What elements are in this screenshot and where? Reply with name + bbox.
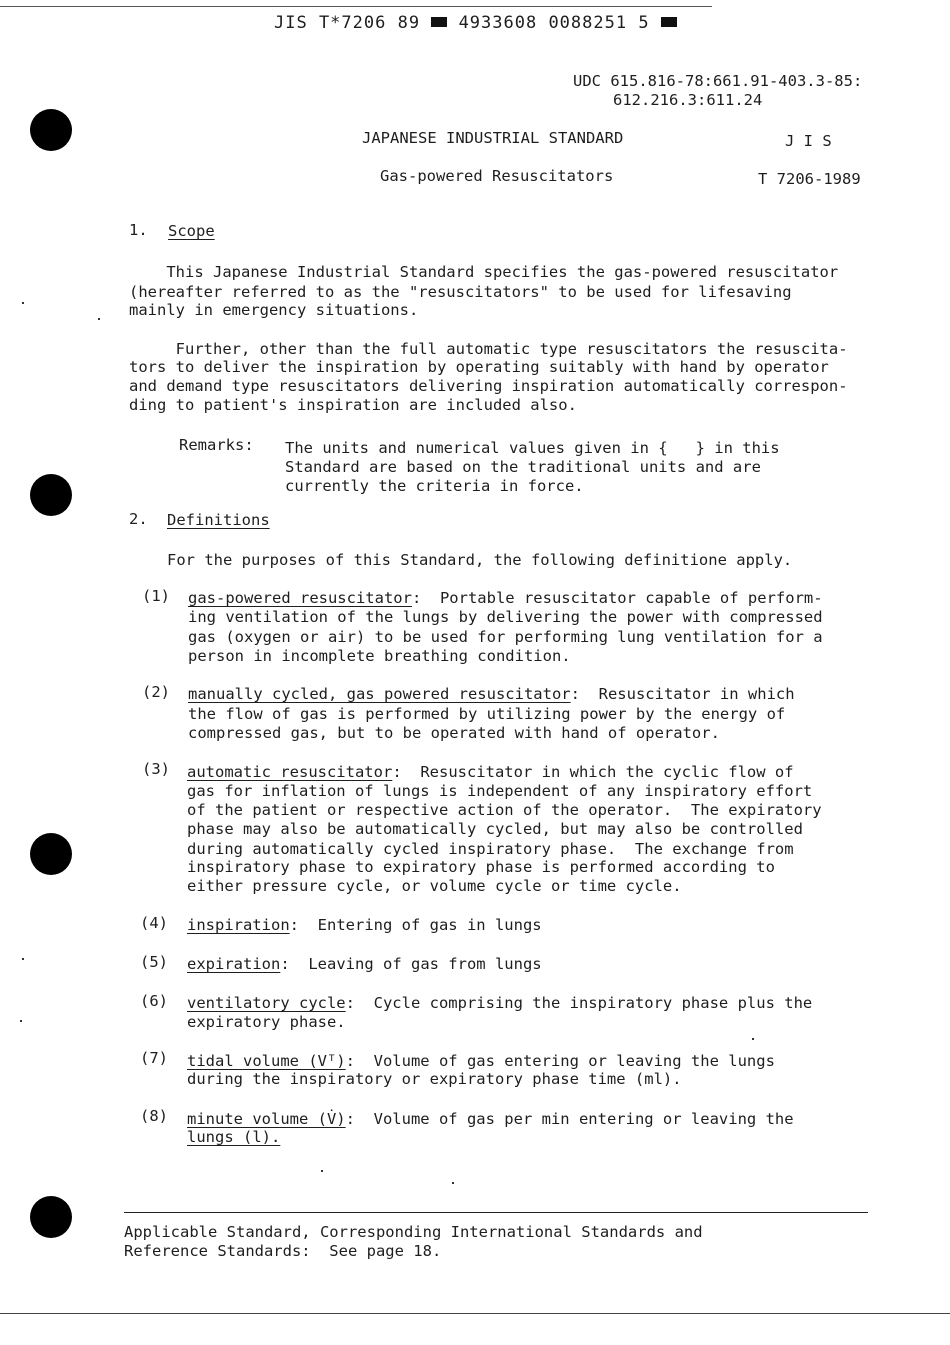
document-subject: Gas-powered Resuscitators [380, 167, 614, 185]
footnote-line-1: Applicable Standard, Corresponding International Standards and [124, 1223, 703, 1241]
text-line: of the patient or respective action of the operator. The expiratory [187, 801, 822, 819]
definition-text: Entering of gas in lungs [299, 916, 542, 934]
text-line: expiratory phase. [187, 1013, 346, 1031]
text-line: phase may also be automatically cycled, but may also be controlled [187, 820, 803, 838]
text-line: Standard are based on the traditional units and are [285, 458, 761, 476]
section-1-number: 1. [129, 221, 148, 239]
definition-term: expiration [187, 955, 281, 973]
item-number: (6) [140, 992, 168, 1010]
item-number: (8) [140, 1107, 168, 1125]
footnote-rule [124, 1212, 868, 1213]
top-edge-rule [0, 6, 712, 7]
document-id-strip [274, 13, 677, 33]
definitions-intro: For the purposes of this Standard, the following definitione apply. [167, 551, 793, 569]
text-line: either pressure cycle, or volume cycle or time cycle. [187, 877, 682, 895]
scan-speck [20, 1020, 22, 1022]
section-2-heading: Definitions [167, 511, 270, 529]
udc-line-1: UDC 615.816-78:661.91-403.3-85: [573, 72, 863, 90]
bottom-edge-rule [0, 1313, 950, 1314]
item-number: (7) [140, 1049, 168, 1067]
text-line: person in incomplete breathing condition. [188, 647, 571, 665]
text-line: Further, other than the full automatic type resuscitators the resuscita- [129, 340, 848, 358]
definition-text: Volume of gas entering or leaving the lungs [354, 1052, 775, 1070]
definition-text: Leaving of gas from lungs [289, 955, 542, 973]
definition-text: Cycle comprising the inspiratory phase plus the [354, 994, 813, 1012]
section-1-heading: Scope [168, 222, 215, 240]
scan-speck [22, 958, 24, 960]
standard-title: JAPANESE INDUSTRIAL STANDARD [362, 129, 624, 147]
scan-speck [321, 1170, 323, 1172]
section-2-number: 2. [129, 510, 148, 528]
definition-text: Volume of gas per min entering or leaving the [354, 1110, 794, 1128]
item-number: (5) [140, 953, 168, 971]
text-line: and demand type resuscitators delivering inspiration automatically correspon- [129, 377, 848, 395]
text-line: gas for inflation of lungs is independent of any inspiratory effort [187, 782, 813, 800]
item-number: (4) [140, 914, 168, 932]
text-line: tors to deliver the inspiration by operating suitably with hand by operator [129, 358, 829, 376]
standard-number: T 7206-1989 [758, 170, 861, 188]
scan-speck [22, 302, 24, 304]
definition-term: manually cycled, gas powered resuscitator [188, 685, 571, 703]
definition-term: inspiration [187, 916, 290, 934]
id-strip-part2: 4933608 0088251 5 [458, 13, 650, 33]
scan-speck [98, 318, 100, 320]
text-line: mainly in emergency situations. [129, 301, 419, 319]
punch-hole-3 [30, 833, 72, 875]
scan-speck [752, 1038, 754, 1040]
item-number: (1) [142, 587, 170, 605]
text-line: ding to patient's inspiration are included also. [129, 396, 577, 414]
punch-hole-1 [30, 109, 72, 151]
text-line: currently the criteria in force. [285, 477, 584, 495]
text-line: during the inspiratory or expiratory phase time (ml). [187, 1070, 682, 1088]
text-line: The units and numerical values given in { } in this [285, 439, 780, 457]
definition-term: minute volume (V̇) [187, 1110, 346, 1128]
black-bar-mark [431, 17, 447, 27]
text-line: This Japanese Industrial Standard specifies the gas-powered resuscitator [129, 263, 839, 281]
text-line: compressed gas, but to be operated with hand of operator. [188, 724, 720, 742]
text-line: inspiratory phase to expiratory phase is performed according to [187, 858, 775, 876]
definition-text: Portable resuscitator capable of perform- [421, 589, 823, 607]
id-strip-part1: JIS T*7206 89 [274, 13, 421, 33]
text-line: (hereafter referred to as the "resuscitators" to be used for lifesaving [129, 283, 792, 301]
text-line: during automatically cycled inspiratory phase. The exchange from [187, 840, 794, 858]
footnote-line-2: Reference Standards: See page 18. [124, 1242, 442, 1260]
udc-line-2: 612.216.3:611.24 [613, 91, 763, 109]
definition-term: gas-powered resuscitator [188, 589, 412, 607]
text-line: the flow of gas is performed by utilizing power by the energy of [188, 705, 786, 723]
black-bar-mark [661, 17, 677, 27]
punch-hole-2 [30, 474, 72, 516]
punch-hole-4 [30, 1196, 72, 1238]
definition-text: Resuscitator in which [579, 685, 795, 703]
text-line: ing ventilation of the lungs by delivering the power with compressed [188, 608, 823, 626]
definition-text: Resuscitator in which the cyclic flow of [401, 763, 794, 781]
item-number: (2) [142, 683, 170, 701]
text-line: gas (oxygen or air) to be used for performing lung ventilation for a [188, 628, 823, 646]
item-number: (3) [142, 760, 170, 778]
jis-mark: J I S [785, 132, 832, 150]
scan-speck [452, 1182, 454, 1184]
definition-term: ventilatory cycle [187, 994, 346, 1012]
definition-term: tidal volume (Vᵀ) [187, 1052, 346, 1070]
text-line: lungs (l). [187, 1128, 281, 1146]
remarks-label: Remarks: [179, 436, 254, 454]
definition-term: automatic resuscitator [187, 763, 393, 781]
